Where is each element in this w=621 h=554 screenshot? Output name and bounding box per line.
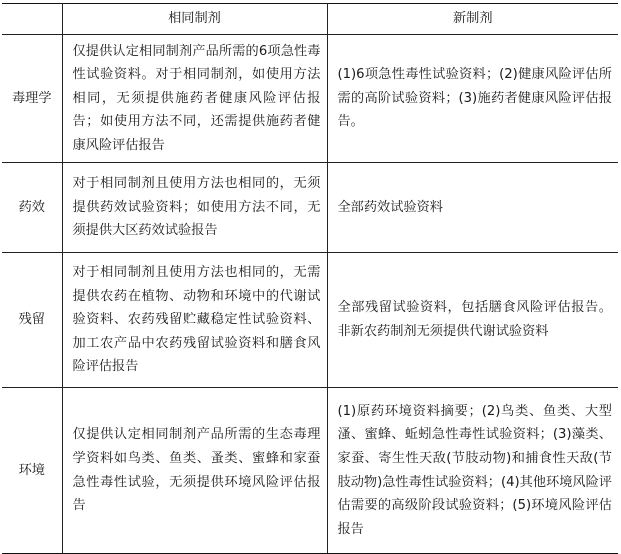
header-category — [2, 4, 62, 35]
row-category: 残留 — [2, 253, 62, 388]
row-category: 毒理学 — [2, 35, 62, 163]
comparison-table — [2, 3, 618, 554]
new-formulation-cell: 全部残留试验资料，包括膳食风险评估报告。非新农药制剂无须提供代谢试验资料 — [327, 253, 618, 388]
same-formulation-cell: 仅提供认定相同制剂产品所需的6项急性毒性试验资料。对于相同制剂，如使用方法相同，无须提供施药者健康风险评估报告；如使用方法不同，还需提供施药者健康风险评估报告 — [62, 35, 327, 163]
table-row-environment — [2, 388, 618, 554]
table-row-toxicology — [2, 35, 618, 163]
header-same-formulation: 相同制剂 — [62, 4, 327, 35]
header-new-formulation: 新制剂 — [327, 4, 618, 35]
table-row-residue — [2, 253, 618, 388]
new-formulation-cell: (1)6项急性毒性试验资料；(2)健康风险评估所需的高阶试验资料；(3)施药者健康风险评估报告。 — [327, 35, 618, 163]
header-row — [2, 4, 618, 35]
same-formulation-cell: 对于相同制剂且使用方法也相同的，无须提供药效试验资料；如使用方法不同，无须提供大区药效试验报告 — [62, 163, 327, 253]
same-formulation-cell: 仅提供认定相同制剂产品所需的生态毒理学资料如鸟类、鱼类、蚤类、蜜蜂和家蚕急性毒性试验，无须提供环境风险评估报告 — [62, 388, 327, 554]
new-formulation-cell: (1)原药环境资料摘要；(2)鸟类、鱼类、大型溞、蜜蜂、蚯蚓急性毒性试验资料；(3)藻类、家蚕、寄生性天敌(节肢动物)和捕食性天敌(节肢动物)急性毒性试验资料；(4)其他环境风险评估需要的高级阶段试验资料；(5)环境风险评估报告 — [327, 388, 618, 554]
same-formulation-cell: 对于相同制剂且使用方法也相同的，无需提供农药在植物、动物和环境中的代谢试验资料、农药残留贮藏稳定性试验资料、加工农产品中农药残留试验资料和膳食风险评估报告 — [62, 253, 327, 388]
table-row-efficacy — [2, 163, 618, 253]
row-category: 药效 — [2, 163, 62, 253]
row-category: 环境 — [2, 388, 62, 554]
new-formulation-cell: 全部药效试验资料 — [327, 163, 618, 253]
